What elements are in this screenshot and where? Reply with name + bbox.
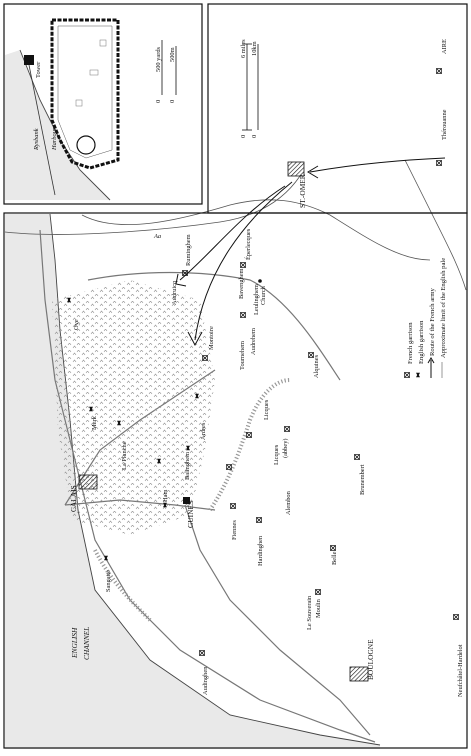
label-leulinghem: Leulinghem xyxy=(253,284,260,315)
inset-label-tower: Tower xyxy=(35,61,42,78)
inset-scale-zero-yards: 0 xyxy=(155,99,162,103)
french-garrison-icon xyxy=(454,615,459,620)
inset-map xyxy=(4,4,202,204)
french-garrison-icon xyxy=(285,427,290,432)
english-garrison-icon xyxy=(104,556,108,560)
scale-km-label: 10km xyxy=(251,41,258,56)
inset-scale-bar xyxy=(155,40,176,103)
label-audinghen: Audinghen xyxy=(202,666,209,695)
main-map xyxy=(5,39,466,749)
label-belle: Belle xyxy=(331,551,338,565)
label-licques-abbey-note: (abbey) xyxy=(282,438,289,458)
inset-label-harbour: Harbour xyxy=(51,127,58,150)
legend-label-french-garrison: French garrison xyxy=(407,322,414,364)
inset-scale-yards-label: 500 yards xyxy=(155,46,162,72)
label-balinghem: Balinghem xyxy=(184,451,191,480)
sea-label-line1: ENGLISH xyxy=(70,627,79,658)
legend-french-garrison-icon xyxy=(405,373,410,378)
scale-miles-label: 6 miles xyxy=(240,39,247,58)
label-eperlecques: Éperlecques xyxy=(245,228,252,260)
inset-building xyxy=(100,40,106,46)
inset-scale-zero-m: 0 xyxy=(169,99,176,103)
label-aire: AIRE xyxy=(441,39,448,54)
main-scale-bar xyxy=(240,39,258,138)
label-tournehem: Tournehem xyxy=(239,340,246,370)
inset-tower-icon xyxy=(24,55,34,65)
french-garrison-icon xyxy=(247,433,252,438)
french-garrison-icon xyxy=(241,263,246,268)
contour-line-east xyxy=(405,160,466,290)
label-sangatte: Sangatte xyxy=(105,569,112,592)
french-garrison-icon xyxy=(231,504,236,509)
st-omer-town-marker xyxy=(288,162,304,176)
map-legend xyxy=(405,258,448,378)
church-marker xyxy=(258,279,262,283)
label-st-omer: ST.-OMER xyxy=(298,174,307,208)
road-guines-boulogne xyxy=(185,505,370,735)
french-garrison-icon xyxy=(200,651,205,656)
label-bavenghem: Bavenghem xyxy=(238,268,245,299)
label-licques: Licques xyxy=(263,399,270,420)
label-leulinghem-church: Church xyxy=(260,286,267,305)
calais-town-marker xyxy=(79,475,97,489)
french-garrison-icon xyxy=(316,590,321,595)
inset-scale-m-label: 500m xyxy=(169,47,176,62)
label-audruicq: Audruicq xyxy=(171,280,178,305)
scale-zero-miles: 0 xyxy=(240,134,247,138)
french-garrison-icon xyxy=(257,518,262,523)
label-hardinghen: Hardinghen xyxy=(257,535,264,566)
legend-english-garrison-icon xyxy=(416,373,420,377)
inset-building xyxy=(76,100,82,106)
french-garrison-icon xyxy=(355,455,360,460)
inset-building xyxy=(90,70,98,75)
french-route-arrow-3 xyxy=(176,186,285,286)
label-ardres: Ardres xyxy=(200,422,207,440)
legend-label-english-garrison: English garrison xyxy=(418,320,425,364)
french-garrison-icon xyxy=(241,313,246,318)
label-alquines: Alquines xyxy=(313,354,320,378)
scale-zero-km: 0 xyxy=(251,134,258,138)
label-la-planche: La Planche xyxy=(121,441,128,470)
label-calais: CALAIS xyxy=(69,485,78,512)
label-aa-river: Aa xyxy=(154,233,162,240)
legend-route-arrow-icon xyxy=(428,358,434,378)
inset-castle xyxy=(77,136,95,154)
label-licques-abbey: Licques xyxy=(273,444,280,465)
label-montoire: Montoire xyxy=(208,326,215,350)
legend-label-route: Route of the French army xyxy=(429,288,436,356)
label-alembon: Alembon xyxy=(285,491,292,515)
inset-town-walls xyxy=(52,20,118,168)
label-audrehem: Audrehem xyxy=(250,328,257,355)
label-guines: GUINES xyxy=(186,500,195,528)
sea-label-line2: CHANNEL xyxy=(82,626,91,660)
label-neufchatel: Neufchâtel-Hardelot xyxy=(457,644,464,697)
inset-label-rysbank: Rysbank xyxy=(33,128,40,150)
label-brunembert: Brunembert xyxy=(359,464,366,495)
label-oye: Oye xyxy=(73,319,80,330)
inset-sea xyxy=(5,50,110,200)
label-le-souverain-moulin: Moulin xyxy=(315,599,322,618)
label-ruminghem: Ruminghem xyxy=(185,234,192,266)
french-garrison-icon xyxy=(437,161,442,166)
contour-line xyxy=(82,200,430,260)
label-fiennes: Fiennes xyxy=(231,520,238,540)
french-garrison-icon xyxy=(331,546,336,551)
label-boulogne: BOULOGNE xyxy=(366,639,375,680)
label-therouanne: Thérouanne xyxy=(441,109,448,140)
legend-label-pale: Approximate limit of the English pale xyxy=(440,257,447,358)
french-garrison-icon xyxy=(437,69,442,74)
french-route-arrow-1 xyxy=(308,158,445,178)
label-marck: Merk xyxy=(91,416,98,430)
label-ham: Ham xyxy=(162,489,169,502)
label-le-souverain: Le Souverain xyxy=(306,595,313,630)
